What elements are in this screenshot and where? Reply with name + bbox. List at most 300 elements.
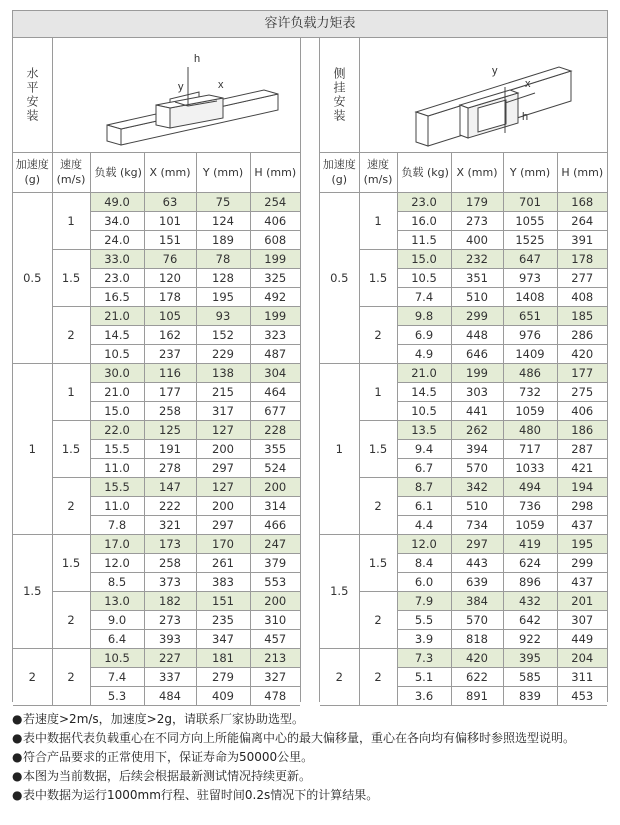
load-cell: 23.0 <box>90 269 144 288</box>
y-cell: 624 <box>503 554 557 573</box>
x-cell: 258 <box>144 554 196 573</box>
load-cell: 5.3 <box>90 687 144 706</box>
x-cell: 258 <box>144 402 196 421</box>
speed-cell: 2 <box>52 592 90 649</box>
h-cell: 195 <box>557 535 607 554</box>
side-slide-illustration <box>360 38 607 152</box>
header-speed: 速度 (m/s) <box>359 152 397 193</box>
y-cell: 297 <box>196 459 250 478</box>
h-cell: 200 <box>250 592 300 611</box>
y-cell: 297 <box>196 516 250 535</box>
x-cell: 182 <box>144 592 196 611</box>
horizontal-mount-label <box>13 38 53 152</box>
load-cell: 15.0 <box>90 402 144 421</box>
acceleration-cell: 1 <box>320 364 359 535</box>
x-cell: 162 <box>144 326 196 345</box>
x-cell: 420 <box>451 649 503 668</box>
x-cell: 448 <box>451 326 503 345</box>
x-cell: 177 <box>144 383 196 402</box>
load-cell: 7.9 <box>397 592 451 611</box>
speed-cell: 1 <box>359 193 397 250</box>
y-cell: 127 <box>196 478 250 497</box>
y-cell: 922 <box>503 630 557 649</box>
x-cell: 173 <box>144 535 196 554</box>
table-row <box>13 364 300 383</box>
table-row <box>13 535 300 554</box>
bullet-icon: ● <box>12 769 23 783</box>
h-cell: 168 <box>557 193 607 212</box>
x-cell: 337 <box>144 668 196 687</box>
load-cell: 7.4 <box>90 668 144 687</box>
y-cell: 896 <box>503 573 557 592</box>
x-cell: 116 <box>144 364 196 383</box>
y-cell: 78 <box>196 250 250 269</box>
load-cell: 6.4 <box>90 630 144 649</box>
y-cell: 480 <box>503 421 557 440</box>
y-cell: 1055 <box>503 212 557 231</box>
note-item <box>12 729 612 748</box>
x-axis-label: x <box>218 79 224 91</box>
h-cell: 177 <box>557 364 607 383</box>
load-cell: 16.0 <box>397 212 451 231</box>
y-cell: 152 <box>196 326 250 345</box>
y-cell: 395 <box>503 649 557 668</box>
load-cell: 17.0 <box>90 535 144 554</box>
load-cell: 5.1 <box>397 668 451 687</box>
h-cell: 437 <box>557 573 607 592</box>
side-load-table <box>320 152 607 706</box>
x-cell: 299 <box>451 307 503 326</box>
speed-cell: 2 <box>359 592 397 649</box>
side-mount-panel <box>319 38 608 702</box>
speed-cell: 1 <box>52 364 90 421</box>
load-cell: 10.5 <box>90 345 144 364</box>
x-cell: 818 <box>451 630 503 649</box>
y-cell: 75 <box>196 193 250 212</box>
h-cell: 199 <box>250 307 300 326</box>
table-title: 容许负载力矩表 <box>12 10 608 38</box>
note-text: 本图为当前数据，后续会根据最新测试情况持续更新。 <box>23 769 312 783</box>
table-row <box>320 250 607 269</box>
load-cell: 10.5 <box>397 269 451 288</box>
y-cell: 151 <box>196 592 250 611</box>
speed-cell: 1.5 <box>359 250 397 307</box>
h-cell: 466 <box>250 516 300 535</box>
acceleration-cell: 1.5 <box>320 535 359 649</box>
h-axis-label: h <box>194 53 201 65</box>
y-cell: 1059 <box>503 402 557 421</box>
load-cell: 6.1 <box>397 497 451 516</box>
x-cell: 273 <box>451 212 503 231</box>
load-cell: 7.8 <box>90 516 144 535</box>
y-cell: 170 <box>196 535 250 554</box>
load-cell: 22.0 <box>90 421 144 440</box>
load-cell: 11.0 <box>90 497 144 516</box>
side-diagram-row <box>320 38 607 153</box>
y-cell: 317 <box>196 402 250 421</box>
speed-cell: 2 <box>359 649 397 706</box>
y-cell: 419 <box>503 535 557 554</box>
acceleration-cell: 2 <box>320 649 359 706</box>
header-row <box>320 152 607 193</box>
x-cell: 510 <box>451 497 503 516</box>
h-cell: 287 <box>557 440 607 459</box>
y-cell: 1409 <box>503 345 557 364</box>
x-cell: 891 <box>451 687 503 706</box>
y-cell: 839 <box>503 687 557 706</box>
x-cell: 303 <box>451 383 503 402</box>
y-cell: 279 <box>196 668 250 687</box>
x-cell: 400 <box>451 231 503 250</box>
x-cell: 262 <box>451 421 503 440</box>
side-mount-label-text: 侧挂安装 <box>332 67 346 123</box>
h-cell: 204 <box>557 649 607 668</box>
h-cell: 379 <box>250 554 300 573</box>
y-cell: 347 <box>196 630 250 649</box>
h-cell: 553 <box>250 573 300 592</box>
slider-side <box>460 105 468 138</box>
load-cell: 3.9 <box>397 630 451 649</box>
y-cell: 124 <box>196 212 250 231</box>
load-cell: 23.0 <box>397 193 451 212</box>
load-cell: 12.0 <box>397 535 451 554</box>
load-cell: 14.5 <box>397 383 451 402</box>
h-cell: 254 <box>250 193 300 212</box>
horizontal-mount-panel <box>12 38 301 702</box>
x-cell: 179 <box>451 193 503 212</box>
note-item <box>12 748 612 767</box>
load-cell: 49.0 <box>90 193 144 212</box>
h-cell: 464 <box>250 383 300 402</box>
load-cell: 16.5 <box>90 288 144 307</box>
y-cell: 128 <box>196 269 250 288</box>
speed-cell: 2 <box>52 649 90 706</box>
h-cell: 314 <box>250 497 300 516</box>
h-cell: 420 <box>557 345 607 364</box>
note-item <box>12 786 612 805</box>
load-cell: 6.0 <box>397 573 451 592</box>
header-h: H (mm) <box>250 152 300 193</box>
y-cell: 1033 <box>503 459 557 478</box>
table-row <box>13 250 300 269</box>
x-cell: 734 <box>451 516 503 535</box>
x-cell: 321 <box>144 516 196 535</box>
x-cell: 570 <box>451 611 503 630</box>
table-row <box>320 193 607 212</box>
table-row <box>320 535 607 554</box>
speed-cell: 1.5 <box>359 535 397 592</box>
block-side <box>156 105 170 128</box>
y-cell: 647 <box>503 250 557 269</box>
y-cell: 717 <box>503 440 557 459</box>
header-load: 负载 (kg) <box>90 152 144 193</box>
load-cell: 15.5 <box>90 440 144 459</box>
h-cell: 323 <box>250 326 300 345</box>
load-cell: 30.0 <box>90 364 144 383</box>
x-cell: 351 <box>451 269 503 288</box>
x-cell: 278 <box>144 459 196 478</box>
y-cell: 1408 <box>503 288 557 307</box>
x-axis-label: x <box>525 78 531 90</box>
y-cell: 1525 <box>503 231 557 250</box>
load-cell: 33.0 <box>90 250 144 269</box>
table-row <box>320 421 607 440</box>
load-cell: 6.9 <box>397 326 451 345</box>
speed-cell: 1.5 <box>52 250 90 307</box>
y-cell: 1059 <box>503 516 557 535</box>
h-cell: 406 <box>250 212 300 231</box>
plate-end <box>416 112 428 146</box>
table-row <box>13 649 300 668</box>
h-cell: 286 <box>557 326 607 345</box>
load-cell: 3.6 <box>397 687 451 706</box>
y-cell: 181 <box>196 649 250 668</box>
bullet-icon: ● <box>12 712 23 726</box>
bullet-icon: ● <box>12 750 23 764</box>
x-cell: 147 <box>144 478 196 497</box>
y-cell: 642 <box>503 611 557 630</box>
horizontal-diagram-row <box>13 38 300 153</box>
speed-cell: 1 <box>52 193 90 250</box>
h-cell: 457 <box>250 630 300 649</box>
rail-end-face <box>107 125 121 145</box>
side-mount-diagram <box>360 38 607 152</box>
speed-cell: 1.5 <box>52 535 90 592</box>
x-cell: 639 <box>451 573 503 592</box>
y-cell: 409 <box>196 687 250 706</box>
note-text: 符合产品要求的正常使用下，保证寿命为50000公里。 <box>23 750 314 764</box>
note-item <box>12 767 612 786</box>
horizontal-mount-diagram <box>53 38 300 152</box>
x-cell: 63 <box>144 193 196 212</box>
x-cell: 232 <box>451 250 503 269</box>
x-cell: 178 <box>144 288 196 307</box>
load-cell: 6.7 <box>397 459 451 478</box>
load-cell: 10.5 <box>90 649 144 668</box>
y-cell: 585 <box>503 668 557 687</box>
h-cell: 228 <box>250 421 300 440</box>
load-cell: 7.3 <box>397 649 451 668</box>
h-cell: 264 <box>557 212 607 231</box>
note-text: 表中数据代表负载重心在不同方向上所能偏离中心的最大偏移量，重心在各向均有偏移时参照选型说明。 <box>23 731 576 745</box>
table-row <box>320 649 607 668</box>
note-text: 若速度>2m/s，加速度>2g，请联系厂家协助选型。 <box>23 712 304 726</box>
header-x: X (mm) <box>144 152 196 193</box>
load-cell: 34.0 <box>90 212 144 231</box>
speed-cell: 1.5 <box>52 421 90 478</box>
y-cell: 93 <box>196 307 250 326</box>
h-cell: 213 <box>250 649 300 668</box>
h-cell: 247 <box>250 535 300 554</box>
header-h: H (mm) <box>557 152 607 193</box>
bullet-icon: ● <box>12 731 23 745</box>
h-cell: 298 <box>557 497 607 516</box>
header-y: Y (mm) <box>503 152 557 193</box>
y-cell: 494 <box>503 478 557 497</box>
x-cell: 297 <box>451 535 503 554</box>
acceleration-cell: 0.5 <box>13 193 52 364</box>
acceleration-cell: 1.5 <box>13 535 52 649</box>
note-text: 表中数据为运行1000mm行程、驻留时间0.2s情况下的计算结果。 <box>23 788 379 802</box>
x-cell: 237 <box>144 345 196 364</box>
load-cell: 21.0 <box>90 383 144 402</box>
y-cell: 973 <box>503 269 557 288</box>
h-cell: 524 <box>250 459 300 478</box>
h-cell: 199 <box>250 250 300 269</box>
speed-cell: 1.5 <box>359 421 397 478</box>
y-cell: 701 <box>503 193 557 212</box>
h-cell: 277 <box>557 269 607 288</box>
y-cell: 736 <box>503 497 557 516</box>
bullet-icon: ● <box>12 788 23 802</box>
y-axis-label: y <box>178 81 184 93</box>
h-cell: 355 <box>250 440 300 459</box>
horizontal-mount-label-text: 水平安装 <box>25 67 39 123</box>
x-cell: 120 <box>144 269 196 288</box>
y-cell: 138 <box>196 364 250 383</box>
x-cell: 227 <box>144 649 196 668</box>
load-cell: 13.5 <box>397 421 451 440</box>
horizontal-slide-illustration <box>53 38 300 152</box>
header-speed: 速度 (m/s) <box>52 152 90 193</box>
h-cell: 194 <box>557 478 607 497</box>
x-cell: 191 <box>144 440 196 459</box>
h-cell: 275 <box>557 383 607 402</box>
h-cell: 449 <box>557 630 607 649</box>
load-cell: 10.5 <box>397 402 451 421</box>
load-cell: 4.4 <box>397 516 451 535</box>
load-cell: 9.4 <box>397 440 451 459</box>
load-cell: 21.0 <box>90 307 144 326</box>
h-cell: 311 <box>557 668 607 687</box>
speed-cell: 1 <box>359 364 397 421</box>
x-cell: 151 <box>144 231 196 250</box>
x-cell: 441 <box>451 402 503 421</box>
table-row <box>13 193 300 212</box>
table-row <box>320 478 607 497</box>
load-cell: 11.5 <box>397 231 451 250</box>
header-x: X (mm) <box>451 152 503 193</box>
h-axis-label: h <box>522 111 529 123</box>
h-cell: 185 <box>557 307 607 326</box>
notes-list <box>12 710 612 805</box>
acceleration-cell: 0.5 <box>320 193 359 364</box>
load-cell: 9.0 <box>90 611 144 630</box>
y-cell: 229 <box>196 345 250 364</box>
x-cell: 443 <box>451 554 503 573</box>
load-cell: 11.0 <box>90 459 144 478</box>
h-cell: 299 <box>557 554 607 573</box>
header-acceleration: 加速度 (g) <box>320 152 359 193</box>
header-row <box>13 152 300 193</box>
y-axis-label: y <box>492 65 498 77</box>
speed-cell: 2 <box>52 307 90 364</box>
h-cell: 186 <box>557 421 607 440</box>
acceleration-cell: 1 <box>13 364 52 535</box>
h-cell: 304 <box>250 364 300 383</box>
h-cell: 325 <box>250 269 300 288</box>
h-cell: 453 <box>557 687 607 706</box>
x-cell: 342 <box>451 478 503 497</box>
x-cell: 646 <box>451 345 503 364</box>
load-cell: 4.9 <box>397 345 451 364</box>
side-mount-label <box>320 38 360 152</box>
load-cell: 21.0 <box>397 364 451 383</box>
speed-cell: 2 <box>359 478 397 535</box>
x-cell: 510 <box>451 288 503 307</box>
acceleration-cell: 2 <box>13 649 52 706</box>
load-cell: 15.5 <box>90 478 144 497</box>
x-cell: 394 <box>451 440 503 459</box>
header-y: Y (mm) <box>196 152 250 193</box>
y-cell: 200 <box>196 497 250 516</box>
note-item <box>12 710 612 729</box>
header-load: 负载 (kg) <box>397 152 451 193</box>
table-row <box>320 364 607 383</box>
h-cell: 406 <box>557 402 607 421</box>
x-cell: 484 <box>144 687 196 706</box>
h-cell: 178 <box>557 250 607 269</box>
load-cell: 9.8 <box>397 307 451 326</box>
table-row <box>13 307 300 326</box>
load-cell: 24.0 <box>90 231 144 250</box>
y-cell: 432 <box>503 592 557 611</box>
x-cell: 222 <box>144 497 196 516</box>
y-cell: 235 <box>196 611 250 630</box>
h-cell: 492 <box>250 288 300 307</box>
h-cell: 437 <box>557 516 607 535</box>
load-cell: 15.0 <box>397 250 451 269</box>
table-row <box>13 478 300 497</box>
load-cell: 5.5 <box>397 611 451 630</box>
table-row <box>320 307 607 326</box>
load-cell: 8.4 <box>397 554 451 573</box>
x-cell: 373 <box>144 573 196 592</box>
h-cell: 487 <box>250 345 300 364</box>
y-cell: 976 <box>503 326 557 345</box>
y-cell: 486 <box>503 364 557 383</box>
load-cell: 12.0 <box>90 554 144 573</box>
table-row <box>320 592 607 611</box>
h-cell: 421 <box>557 459 607 478</box>
speed-cell: 2 <box>359 307 397 364</box>
table-row <box>13 421 300 440</box>
x-cell: 199 <box>451 364 503 383</box>
load-cell: 13.0 <box>90 592 144 611</box>
h-cell: 200 <box>250 478 300 497</box>
h-cell: 478 <box>250 687 300 706</box>
x-cell: 125 <box>144 421 196 440</box>
header-acceleration: 加速度 (g) <box>13 152 52 193</box>
x-cell: 76 <box>144 250 196 269</box>
x-cell: 101 <box>144 212 196 231</box>
y-cell: 261 <box>196 554 250 573</box>
y-cell: 195 <box>196 288 250 307</box>
y-cell: 200 <box>196 440 250 459</box>
table-row <box>13 592 300 611</box>
h-cell: 391 <box>557 231 607 250</box>
h-cell: 677 <box>250 402 300 421</box>
y-cell: 215 <box>196 383 250 402</box>
h-cell: 408 <box>557 288 607 307</box>
load-cell: 8.7 <box>397 478 451 497</box>
horizontal-load-table <box>13 152 300 706</box>
x-cell: 273 <box>144 611 196 630</box>
y-cell: 732 <box>503 383 557 402</box>
load-cell: 7.4 <box>397 288 451 307</box>
h-cell: 608 <box>250 231 300 250</box>
y-cell: 189 <box>196 231 250 250</box>
